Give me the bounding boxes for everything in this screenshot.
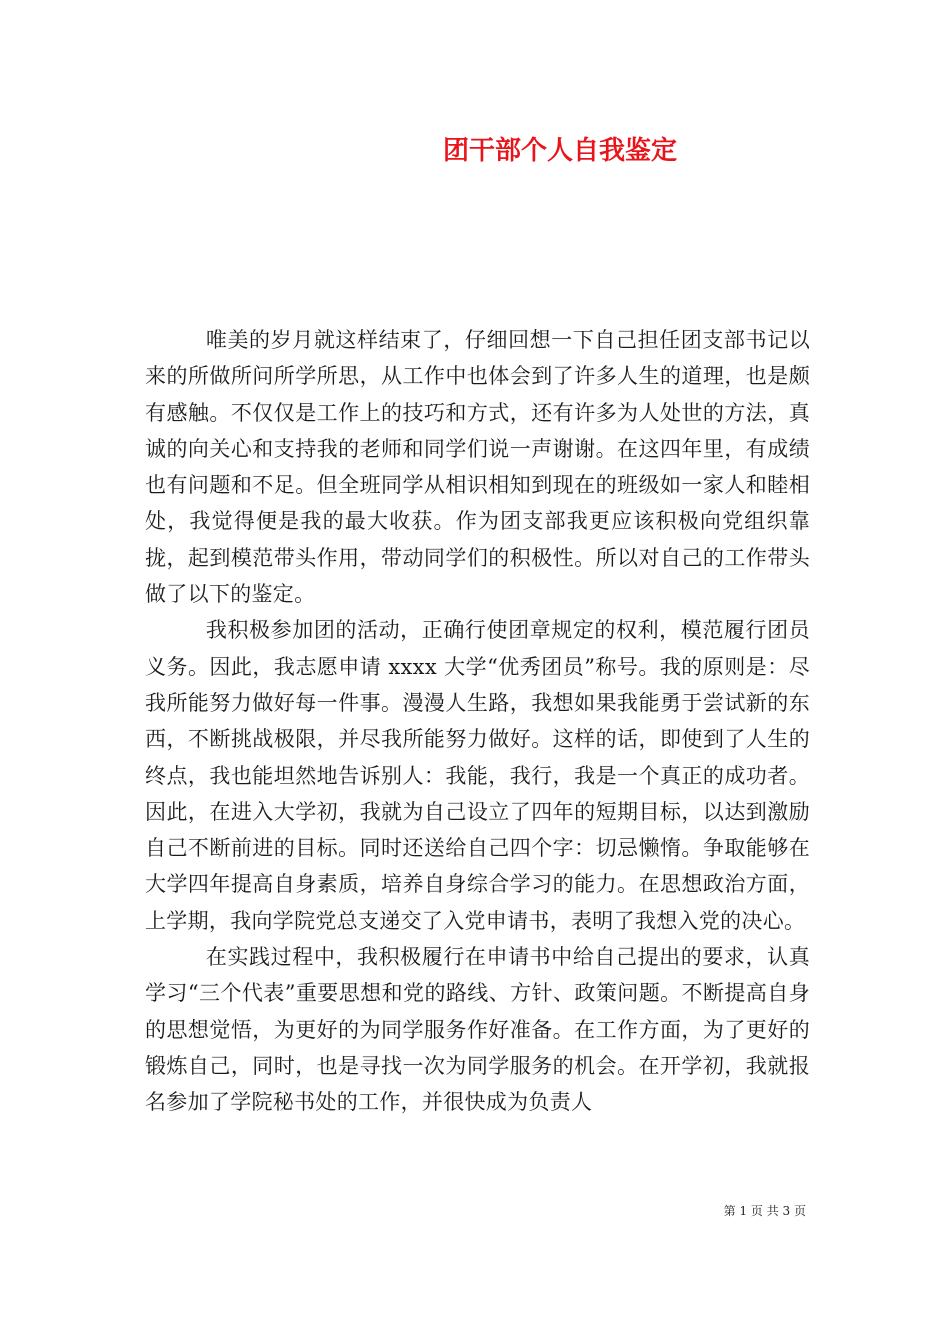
paragraph-2: 我积极参加团的活动，正确行使团章规定的权利，模范履行团员义务。因此，我志愿申请 xxxx 大学“优秀团员”称号。我的原则是：尽我所能努力做好每一件事。漫漫人生路，我想如果我能勇于尝试新的东西，不断挑战极限，并尽我所能努力做好。这样的话，即使到了人生的终点，我也能坦然地告诉别人：我能，我行，我是一个真正的成功者。因此，在进入大学初，我就为自己设立了四年的短期目标，以达到激励自己不断前进的目标。同时还送给自己四个字：切忌懒惰。争取能够在大学四年提高自身素质，培养自身综合学习的能力。在思想政治方面，上学期，我向学院党总支递交了入党申请书，表明了我想入党的决心。 xyxy=(145,618,810,933)
page-number-footer: 第 1 页 共 3 页 xyxy=(723,1204,806,1218)
document-body xyxy=(145,322,810,1121)
document-title: 团干部个人自我鉴定 xyxy=(442,136,677,166)
paragraph-1: 唯美的岁月就这样结束了，仔细回想一下自己担任团支部书记以来的所做所问所学所思，从工作中也体会到了许多人生的道理，也是颇有感触。不仅仅是工作上的技巧和方式，还有许多为人处世的方法，真诚的向关心和支持我的老师和同学们说一声谢谢。在这四年里，有成绩也有问题和不足。但全班同学从相识相知到现在的班级如一家人和睦相处，我觉得便是我的最大收获。作为团支部我更应该积极向党组织靠拢，起到模范带头作用，带动同学们的积极性。所以对自己的工作带头做了以下的鉴定。 xyxy=(145,328,810,607)
paragraph-3: 在实践过程中，我积极履行在申请书中给自己提出的要求，认真学习“三个代表”重要思想和党的路线、方针、政策问题。不断提高自身的思想觉悟，为更好的为同学服务作好准备。在工作方面，为了更好的锻炼自己，同时，也是寻找一次为同学服务的机会。在开学初，我就报名参加了学院秘书处的工作，并很快成为负责人 xyxy=(145,945,810,1115)
